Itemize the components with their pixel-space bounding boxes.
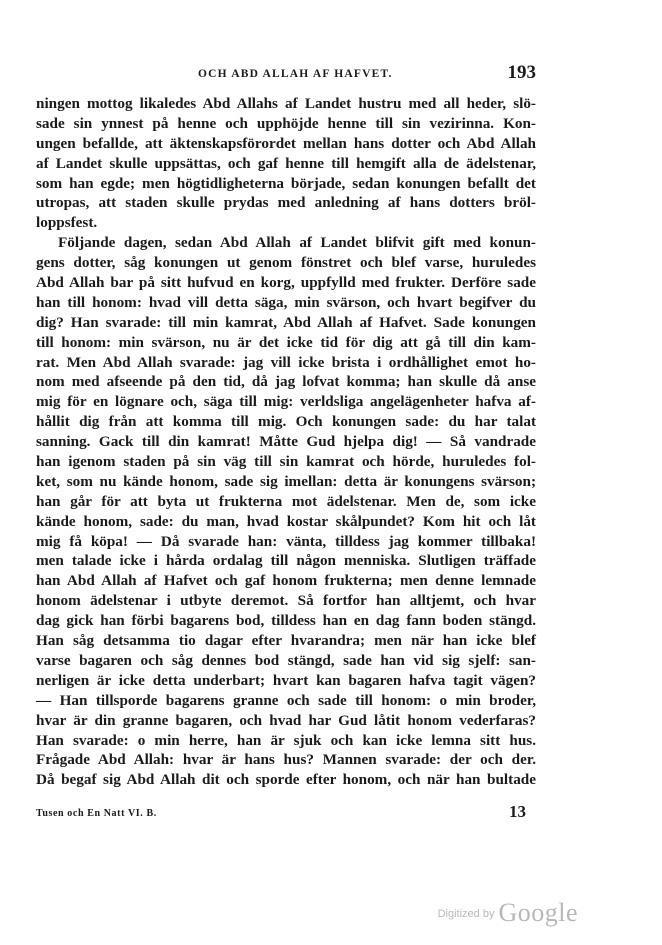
text-line: kände honom, sade: du man, hvad kostar skålpundet? Kom hit och låt (36, 512, 536, 530)
running-title: OCH ABD ALLAH AF HAFVET. (198, 68, 393, 80)
text-line: Han såg detsamma tio dagar efter hvarandra; men när han icke blef (36, 632, 536, 650)
text-line: hvar är din granne bagaren, och hvad har Gud låtit honom vederfaras? (36, 711, 536, 729)
text-line: han går för att byta ut frukterna mot ädelstenar. Men de, som icke (36, 492, 536, 510)
google-logo: Google (498, 898, 578, 927)
printer-signature: Tusen och En Natt VI. B. (36, 808, 157, 819)
text-line: mig få köpa! — Då svarade han: vänta, tilldess jag kommer tillbaka! (36, 532, 536, 550)
page-footer (36, 802, 536, 826)
text-line: han till honom: hvad vill detta säga, min svärson, och hvart begifver du (36, 293, 536, 311)
text-line: till honom: min svärson, nu är det icke tid för dig att gå till din kam- (36, 333, 536, 351)
page-number: 193 (507, 62, 536, 83)
text-line: af Landet skulle uppsättas, och gaf henne till hemgift alla de ädelstenar, (36, 154, 536, 172)
text-line: ungen befallde, att äktenskapsförordet mellan hans dotter och Abd Allah (36, 134, 536, 152)
text-line: sade sin ynnest på henne och upphöjde henne till sin vezirinna. Kon- (36, 114, 536, 132)
text-line: utropas, att staden skulle prydas med anledning af hans dotters bröl- (36, 194, 536, 212)
text-line: gens dotter, såg konungen ut genom fönstret och blef varse, huruledes (36, 254, 536, 272)
text-line: ningen mottog likaledes Abd Allahs af Landet hustru med all heder, slö- (36, 95, 536, 112)
text-line: nom med afseende på den tid, då jag lofvat komma; han skulle då anse (36, 373, 536, 391)
text-line: Han svarade: o min herre, han är sjuk och kan icke lemna sitt hus. (36, 731, 536, 749)
text-line: Då begaf sig Abd Allah dit och sporde efter honom, och när han bultade (36, 771, 536, 789)
text-line: honom ädelstenar i utbyte deremot. Så fortfor han alltjemt, och hvar (36, 592, 536, 610)
text-line: Frågade Abd Allah: hvar är hans hus? Mannen svarade: der och der. (36, 751, 536, 769)
text-line: sanning. Gack till din kamrat! Måtte Gud hjelpa dig! — Så vandrade (36, 433, 536, 451)
page-header (36, 62, 536, 86)
text-line: Följande dagen, sedan Abd Allah af Landet blifvit gift med konun- (58, 234, 536, 252)
watermark-prefix: Digitized by (437, 908, 495, 920)
text-line: dag gick han förbi bagarens bod, tilldess han en dag fann boden stängd. (36, 612, 536, 630)
text-line: rat. Men Abd Allah svarade: jag vill icke brista i ordhållighet emot ho- (36, 353, 536, 371)
body-text (36, 94, 536, 790)
text-line: han igenom staden på sin väg till sin kamrat och hörde, huruledes fol- (36, 453, 536, 471)
signature-number: 13 (509, 802, 526, 821)
text-line: han Abd Allah af Hafvet och gaf honom frukterna; men denne lemnade (36, 572, 536, 590)
text-line: loppsfest. (36, 214, 98, 232)
text-line: som han egde; men högtidligheterna började, sedan konungen befallt det (36, 174, 536, 192)
text-line: ket, som nu kände honom, sade sig imellan: detta är konungens svärson; (36, 472, 536, 490)
text-line: nerligen är icke detta underbart; hvart kan bagaren hafva tagit vägen? (36, 671, 536, 689)
text-line: Abd Allah bar på sitt hufvud en korg, uppfylld med frukter. Derföre sade (36, 274, 536, 292)
text-line: dig? Han svarade: till min kamrat, Abd Allah af Hafvet. Sade konungen (36, 313, 536, 331)
text-line: hållit dig från att komma till mig. Och konungen sade: du har talat (36, 413, 536, 431)
text-line: men talade icke i hårda ordalag till någon menniska. Slutligen träffade (36, 552, 536, 570)
text-line: — Han tillsporde bagarens granne och sade till honom: o min broder, (36, 691, 536, 709)
digitized-watermark (438, 898, 578, 928)
text-line: varse bagaren och såg dennes bod stängd, sade han vid sig sjelf: san- (36, 651, 536, 669)
text-line: mig för en lögnare och, säga till mig: verldsliga angelägenheter hafva af- (36, 393, 536, 411)
